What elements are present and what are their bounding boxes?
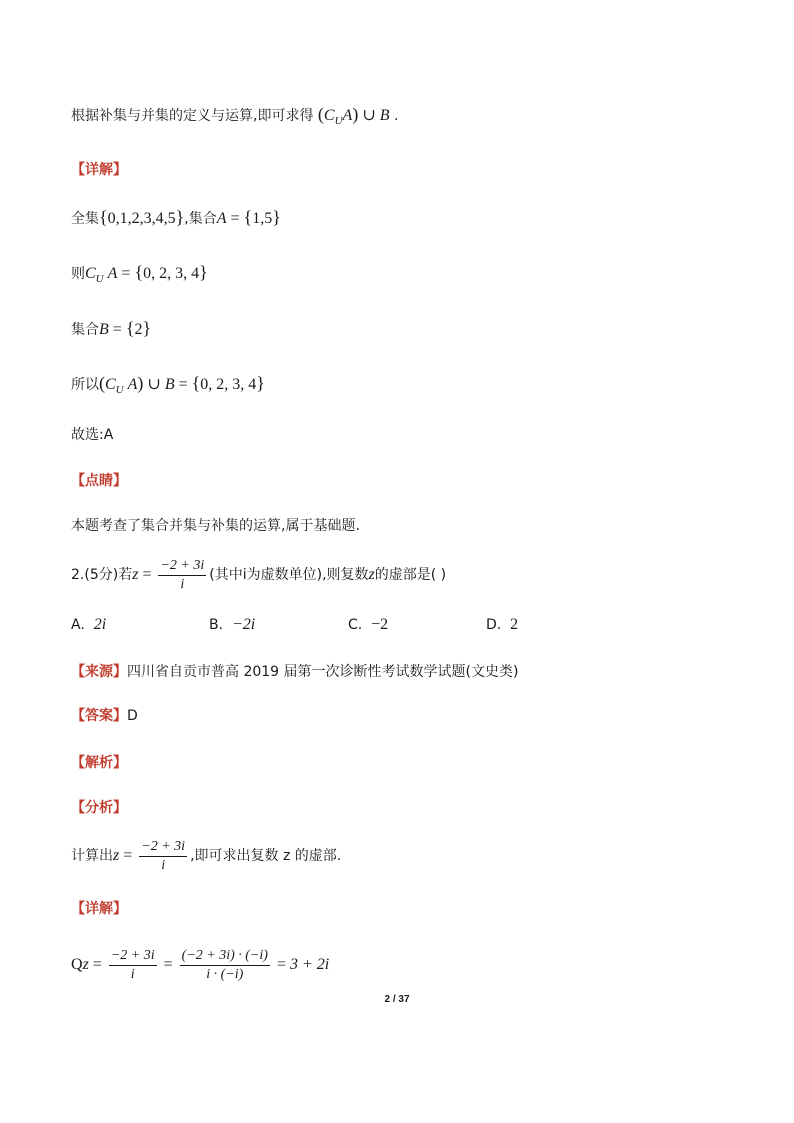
heading-detail-2: 【详解】 <box>71 901 127 917</box>
universal-set-line: 全集{0,1,2,3,4,5},集合A = {1,5} <box>71 207 281 227</box>
answer-line <box>71 706 138 726</box>
compute-suffix: ,即可求出复数 z 的虚部. <box>190 848 342 864</box>
choice-line: 故选:A <box>71 427 114 443</box>
universal-prefix: 全集 <box>71 211 99 227</box>
complement-prefix: 则 <box>71 266 85 282</box>
heading-highlight: 【点睛】 <box>71 473 127 489</box>
final-result: 3 + 2i <box>289 956 330 973</box>
final-equation: Qz = $\frac{-2 + 3i}{i}$ = $\frac{(-2 + 3i) \cdot (-i)}{i \cdot (-i)}$ = 3 + 2i <box>71 947 330 982</box>
universal-set: 0,1,2,3,4,5 <box>107 210 176 227</box>
compute-line: 计算出z = $\frac{-2 + 3i}{i}$ ,即可求出复数 z 的虚部. <box>71 838 342 873</box>
answer-label: 【答案】 <box>71 708 127 724</box>
union-line: 所以($C_U$ A) ∪ B = {0, 2, 3, 4} <box>71 373 265 396</box>
final-fraction-2: $\frac{(-2 + 3i) \cdot (-i)}{i \cdot (-i)}$ <box>181 947 268 982</box>
question-condition: (其中i为虚数单位),则复数 <box>209 567 369 583</box>
source-text: 四川省自贡市普高 2019 届第一次诊断性考试数学试题(文史类) <box>127 664 519 680</box>
compute-prefix: 计算出 <box>71 848 113 864</box>
option-c: C. −2 <box>348 616 389 633</box>
heading-detail-1: 【详解】 <box>71 162 127 178</box>
union-prefix: 所以 <box>71 377 99 393</box>
set-a-name: A <box>216 210 227 227</box>
set-a-value: 1,5 <box>252 210 273 227</box>
question-fraction <box>158 557 206 594</box>
question-var-2: z <box>368 566 375 583</box>
compute-fraction: $\frac{-2 + 3i}{i}$ <box>141 838 186 873</box>
question-2: 2.(5分)若z = $\frac{-2 + 3i}{i}$ (其中i为虚数单位),则复数z的虚部是( ) <box>71 557 447 592</box>
question-var: z <box>132 566 139 583</box>
final-fraction-1: $\frac{-2 + 3i}{i}$ <box>110 947 155 982</box>
question-number: 2.(5分)若 <box>71 567 133 583</box>
summary-line: 本题考查了集合并集与补集的运算,属于基础题. <box>71 518 360 534</box>
answer-value: D <box>127 708 138 724</box>
universal-mid: ,集合 <box>184 211 217 227</box>
question-numerator: −2 + 3i <box>158 557 206 576</box>
set-b-line: 集合B = {2} <box>71 318 152 338</box>
set-b-prefix: 集合 <box>71 322 99 338</box>
source-line <box>71 662 518 682</box>
option-a: A. 2i <box>71 616 107 633</box>
question-denominator: i <box>180 576 185 592</box>
option-d: D. 2 <box>486 616 519 633</box>
intro-text: 根据补集与并集的定义与运算,即可求得 <box>71 108 314 124</box>
intro-formula: $(C_UA)$ ∪ B <box>317 104 390 127</box>
question-tail: 的虚部是( ) <box>374 567 447 583</box>
set-b-name: B <box>99 321 109 338</box>
source-label: 【来源】 <box>71 664 127 680</box>
intro-line <box>71 104 398 127</box>
set-b-value: 2 <box>134 321 143 338</box>
intro-suffix: . <box>393 108 399 124</box>
union-result: 0, 2, 3, 4 <box>200 376 257 393</box>
heading-breakdown: 【分析】 <box>71 800 127 816</box>
therefore-symbol: Q <box>71 956 83 973</box>
page-number: 2 / 37 <box>384 994 410 1005</box>
heading-analysis: 【解析】 <box>71 755 127 771</box>
option-b: B. −2i <box>209 616 256 633</box>
complement-line: 则$C_U$ A = {0, 2, 3, 4} <box>71 262 208 285</box>
complement-result: 0, 2, 3, 4 <box>143 265 200 282</box>
